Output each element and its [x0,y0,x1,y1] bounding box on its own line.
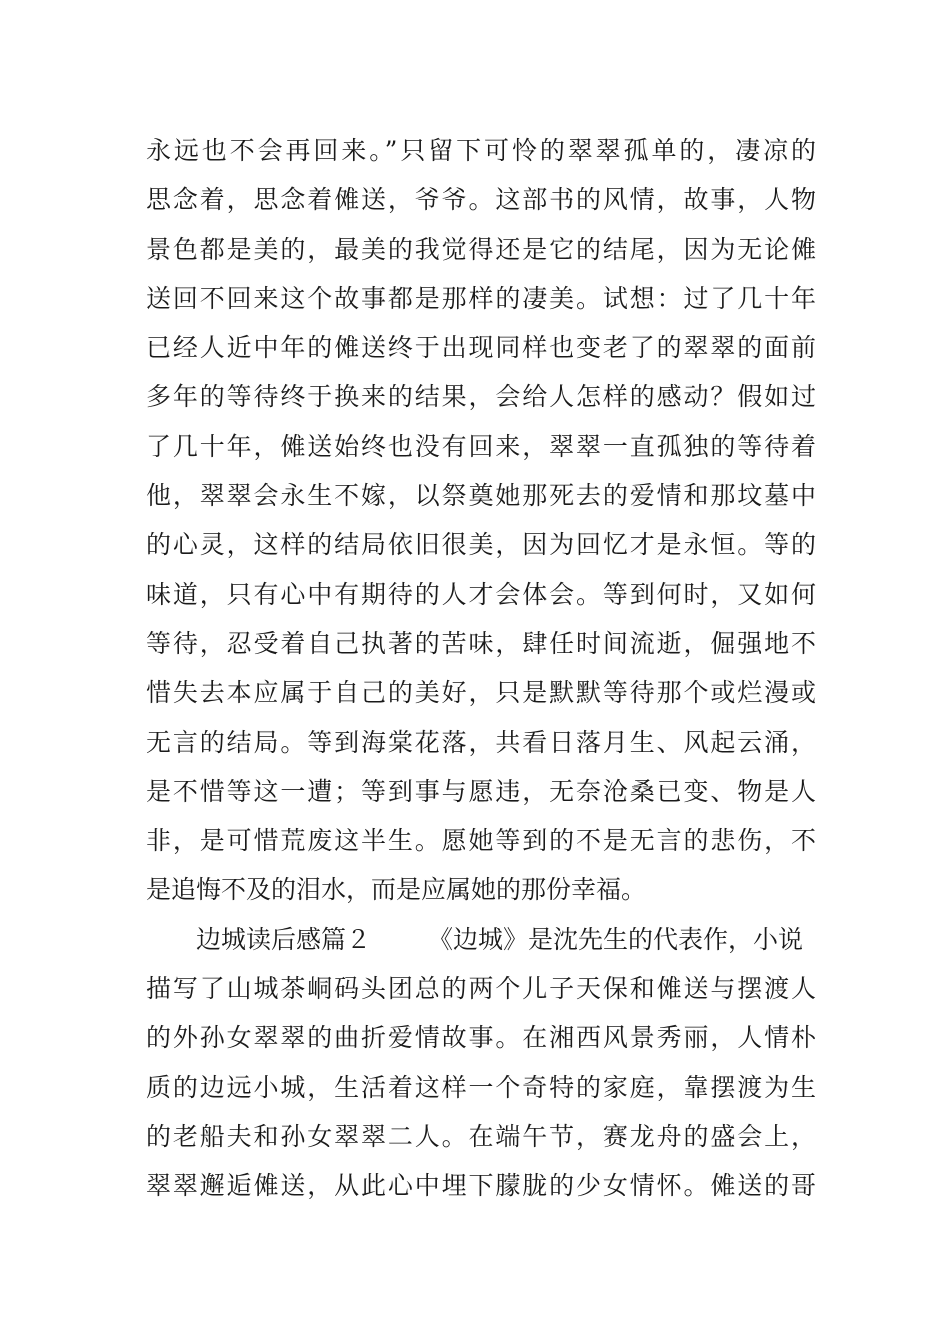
text-line: 他，翠翠会永生不嫁，以祭奠她那死去的爱情和那坟墓中 [146,481,816,511]
text-line: 的外孙女翠翠的曲折爱情故事。在湘西风景秀丽，人情朴 [146,1023,816,1053]
text-line: 思念着，思念着傩送，爷爷。这部书的风情，故事，人物 [146,185,816,215]
text-line: 的心灵，这样的结局依旧很美，因为回忆才是永恒。等的 [146,530,816,560]
text-line: 惜失去本应属于自己的美好，只是默默等待那个或烂漫或 [146,678,816,708]
text-line: 等待，忍受着自己执著的苦味，肆任时间流逝，倔强地不 [146,628,816,658]
text-line: 已经人近中年的傩送终于出现同样也变老了的翠翠的面前 [146,333,816,363]
text-line: 多年的等待终于换来的结果，会给人怎样的感动？假如过 [146,382,816,412]
text-line: 送回不回来这个故事都是那样的凄美。试想：过了几十年 [146,283,816,313]
text-line: 是追悔不及的泪水，而是应属她的那份幸福。 [146,875,647,905]
text-line: 质的边远小城，生活着这样一个奇特的家庭，靠摆渡为生 [146,1072,816,1102]
section-heading: 边城读后感篇２ [196,924,372,954]
body-text [146,126,816,1211]
text-line: 非，是可惜荒废这半生。愿她等到的不是无言的悲伤，不 [146,826,816,856]
text-line: 景色都是美的，最美的我觉得还是它的结尾，因为无论傩 [146,234,816,264]
text-line: 是不惜等这一遭；等到事与愿违，无奈沧桑已变、物是人 [146,776,816,806]
text-line: 无言的结局。等到海棠花落，共看日落月生、风起云涌， [146,727,816,757]
paragraph-2-first-line [146,915,816,964]
text-line: 翠翠邂逅傩送，从此心中埋下朦胧的少女情怀。傩送的哥 [146,1171,816,1201]
text-fragment: 《边城》是沈先生的代表作，小说 [428,924,804,954]
text-line: 了几十年，傩送始终也没有回来，翠翠一直孤独的等待着 [146,431,816,461]
text-line: 永远也不会再回来。”只留下可怜的翠翠孤单的，凄凉的 [146,136,816,165]
text-line: 的老船夫和孙女翠翠二人。在端午节，赛龙舟的盛会上， [146,1121,816,1151]
text-line: 味道，只有心中有期待的人才会体会。等到何时，又如何 [146,579,816,609]
text-line: 描写了山城茶峒码头团总的两个儿子天保和傩送与摆渡人 [146,974,816,1004]
